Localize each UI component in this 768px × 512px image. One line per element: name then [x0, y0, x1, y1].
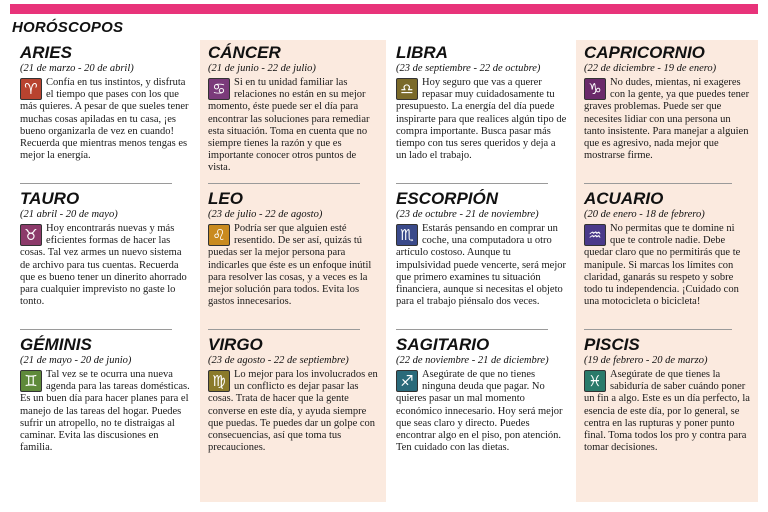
sign-forecast: ♎ Hoy seguro que vas a querer repasar muy cuidadosamente tu presupuesto. La energía del día puede inspirarte para que realices algún tipo de compra importante. Busca pasar más tiempo con tus seres queridos y deja a un lado el trabajo.	[396, 77, 567, 162]
horoscope-column-1	[12, 40, 198, 502]
leo-icon: ♌	[208, 224, 230, 246]
sign-block	[20, 190, 192, 336]
divider	[208, 183, 360, 184]
sign-dates: (23 de agosto - 22 de septiembre)	[208, 355, 349, 366]
scorpio-icon: ♏	[396, 224, 418, 246]
sign-name: ARIES	[20, 43, 72, 62]
header-accent-bar	[10, 4, 758, 14]
sign-block	[208, 190, 380, 336]
sign-dates: (20 de enero - 18 de febrero)	[584, 209, 705, 220]
sign-name: SAGITARIO	[396, 335, 490, 354]
sign-name: CAPRICORNIO	[584, 43, 705, 62]
sign-forecast: ♑ No dudes, mientas, ni exageres con la gente, ya que puedes tener graves problemas. Puede ser que necesites lidiar con una persona un tanto insistente. Para manejar a alguien que es agresivo, nada mejor que mostrarse firme.	[584, 77, 750, 162]
sign-dates: (21 de junio - 22 de julio)	[208, 63, 316, 74]
sign-dates: (21 de marzo - 20 de abril)	[20, 63, 134, 74]
sign-dates: (23 de julio - 22 de agosto)	[208, 209, 323, 220]
sign-block	[20, 44, 192, 190]
sign-dates: (23 de octubre - 21 de noviembre)	[396, 209, 539, 220]
sign-name: GÉMINIS	[20, 335, 92, 354]
sign-forecast: ♊ Tal vez se te ocurra una nueva agenda para las tareas domésticas. Es un buen día para hacer planes para el manejo de las tareas del hogar. Puedes sufrir un atropello, no te distraigas al caminar. Evita las discusiones en familia.	[20, 369, 190, 454]
sign-dates: (23 de septiembre - 22 de octubre)	[396, 63, 541, 74]
sign-forecast: ♌ Podría ser que alguien esté resentido. De ser así, quizás tú puedas ser la mejor persona para indicarles que éste es un enfoque inútil para resolver las cosas, y a veces es la mejor solución para todos. Evita los gastos innecesarios.	[208, 223, 372, 308]
sign-block	[208, 44, 380, 190]
libra-icon: ♎	[396, 78, 418, 100]
horoscope-column-3	[388, 40, 574, 502]
capricorn-icon: ♑	[584, 78, 606, 100]
sign-name: VIRGO	[208, 335, 263, 354]
sign-name: LIBRA	[396, 43, 448, 62]
sign-block	[396, 44, 568, 190]
sign-forecast: ♏ Estarás pensando en comprar un coche, una computadora u otro artículo costoso. Aunque tu impulsividad puede vencerte, será mejor que primero examines tu situación financiera, aunque si necesitas el objeto para el trabajo piénsalo dos veces.	[396, 223, 566, 308]
sign-forecast: ♐ Asegúrate de que no tienes ninguna deuda que pagar. No quieres pasar un mal momento económico innecesario. Hoy será mejor que seas claro y directo. Puedes encontrar algo en el piso, pon atención. Ten cuidado con las dietas.	[396, 369, 563, 454]
sign-forecast: ♈ Confía en tus instintos, y disfruta el tiempo que pases con los que más quieres. A pesar de que sueles tener muchas cosas apiladas en tu casa, ¡es bueno organizarla de vez en cuando! Recuerda que mientras menos tengas es mejor la energía.	[20, 77, 189, 162]
sign-dates: (21 de mayo - 20 de junio)	[20, 355, 132, 366]
sign-dates: (22 de diciembre - 19 de enero)	[584, 63, 717, 74]
divider	[20, 183, 172, 184]
sign-block	[20, 336, 192, 482]
taurus-icon: ♉	[20, 224, 42, 246]
divider	[584, 183, 732, 184]
virgo-icon: ♍	[208, 370, 230, 392]
divider	[20, 329, 172, 330]
sign-name: ESCORPIÓN	[396, 189, 499, 208]
aries-icon: ♈	[20, 78, 42, 100]
sign-dates: (21 abril - 20 de mayo)	[20, 209, 118, 220]
sign-name: TAURO	[20, 189, 80, 208]
divider	[396, 329, 548, 330]
divider	[584, 329, 732, 330]
sign-forecast: ♉ Hoy encontrarás nuevas y más eficientes formas de hacer las cosas. Tal vez armes un nuevo sistema de archivo para tus cuentas. Recuerda que es bueno tener un dinerito ahorrado para cualquier imprevisto no gaste lo tonto.	[20, 223, 187, 308]
sign-name: CÁNCER	[208, 43, 281, 62]
sign-block	[396, 190, 568, 336]
sagittarius-icon: ♐	[396, 370, 418, 392]
horoscope-column-4	[576, 40, 758, 502]
sign-forecast: ♒ No permitas que te domine ni que te controle nadie. Debe quedar claro que no permitirás que te manipule. Si marcas los límites con claridad, ganarás su respeto y sobre todo tu independencia. ¡Cuidado con una motocicleta o bicicleta!	[584, 223, 741, 308]
sign-block	[584, 44, 752, 190]
sign-forecast: ♓ Asegúrate de que tienes la sabiduría de saber cuándo poner un fin a algo. Este es un día perfecto, la esencia de este día, por lo general, se centra en las rupturas y poner punto final. Toma todos los pro y contra para tomar decisiones.	[584, 369, 750, 454]
sign-dates: (19 de febrero - 20 de marzo)	[584, 355, 708, 366]
sign-forecast: ♋ Si en tu unidad familiar las relaciones no están en su mejor momento, éste puede ser el día para encontrar las soluciones para remediar esta situación. Toma en cuenta que no siempre tienes la razón y que es importante conocer otros puntos de vista.	[208, 77, 370, 174]
sign-name: LEO	[208, 189, 243, 208]
sign-block	[208, 336, 380, 482]
horoscope-column-2	[200, 40, 386, 502]
sign-block	[396, 336, 568, 482]
sign-dates: (22 de noviembre - 21 de diciembre)	[396, 355, 549, 366]
cancer-icon: ♋	[208, 78, 230, 100]
divider	[396, 183, 548, 184]
pisces-icon: ♓	[584, 370, 606, 392]
sign-block	[584, 190, 752, 336]
sign-name: ACUARIO	[584, 189, 664, 208]
gemini-icon: ♊	[20, 370, 42, 392]
sign-forecast: ♍ Lo mejor para los involucrados en un conflicto es dejar pasar las cosas. Trata de hacer que la gente converse en este día, y ayuda siempre que puedas. Te puedes dar un golpe con consecuencias, así que toma tus precauciones.	[208, 369, 378, 454]
divider	[208, 329, 360, 330]
section-title: HORÓSCOPOS	[12, 19, 124, 36]
aquarius-icon: ♒	[584, 224, 606, 246]
sign-block	[584, 336, 752, 482]
sign-name: PISCIS	[584, 335, 640, 354]
